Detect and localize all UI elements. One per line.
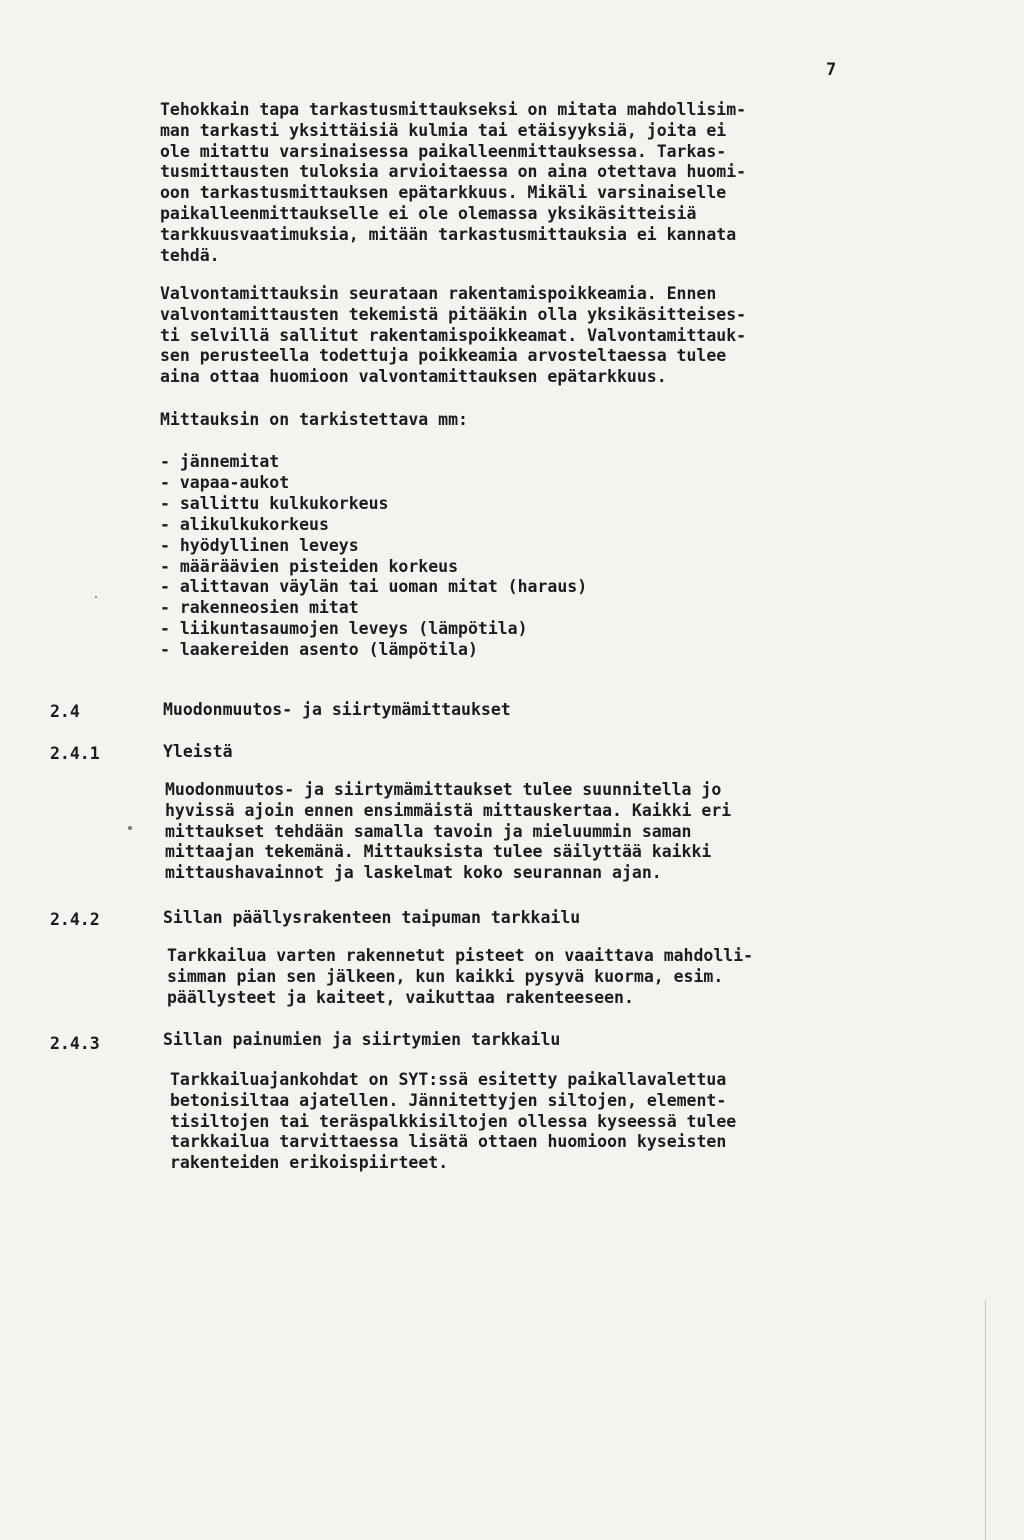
list-item: - alikulkukorkeus — [160, 514, 329, 534]
list-item: - vapaa-aukot — [160, 472, 290, 492]
scan-speck — [128, 826, 132, 830]
section-heading: Sillan painumien ja siirtymien tarkkailu — [163, 1030, 561, 1049]
scan-edge-line — [985, 1300, 986, 1540]
section-body: Tarkkailua varten rakennetut pisteet on vaaittava mahdolli- simman pian sen jälkeen, kun kaikki pysyvä kuorma, esim. päällysteet ja kaiteet, vaikuttaa rakenteeseen. — [167, 946, 754, 1007]
list-item: - laakereiden asento (lämpötila) — [160, 640, 478, 660]
page-number: 7 — [826, 60, 837, 80]
section-body: Tarkkailuajankohdat on SYT:ssä esitetty paikallavalettua betonisiltaa ajatellen. Jännitettyjen siltojen, element- tisiltojen tai teräspalkkisiltojen ollessa kyseessä tulee tarkkailua tarvittaessa lisätä ottaen huomioon kyseisten rakenteiden erikoispiirteet. — [170, 1070, 737, 1173]
list-item: - määräävien pisteiden korkeus — [160, 556, 459, 576]
list-item: - liikuntasaumojen leveys (lämpötila) — [160, 619, 528, 639]
section-number: 2.4.2 — [50, 910, 100, 929]
section-heading: Muodonmuutos- ja siirtymämittaukset — [163, 700, 511, 719]
checklist — [160, 452, 587, 661]
paragraph-supervision-measurement: Valvontamittauksin seurataan rakentamispoikkeamia. Ennen valvontamittausten tekemistä pitääkin olla yksikäsitteises- ti selvillä sallitut rakentamispoikkeamat. Valvontamittauk- sen perusteella todettuja poikkeamia arvosteltaessa tulee aina ottaa huomioon valvontamittauksen epätarkkuus. — [160, 284, 747, 387]
list-item: - rakenneosien mitat — [160, 598, 359, 618]
section-number: 2.4.1 — [50, 744, 100, 763]
list-intro: Mittauksin on tarkistettava mm: — [160, 410, 468, 429]
list-item: - jännemitat — [160, 452, 280, 471]
scan-speck — [95, 596, 97, 598]
section-heading: Sillan päällysrakenteen taipuman tarkkailu — [163, 908, 581, 927]
section-number: 2.4 — [50, 702, 80, 721]
section-body: Muodonmuutos- ja siirtymämittaukset tulee suunnitella jo hyvissä ajoin ennen ensimmäistä mittauskertaa. Kaikki eri mittaukset tehdään samalla tavoin ja mieluummin saman mittaajan tekemänä. Mittauksista tulee säilyttää kaikki mittaushavainnot ja laskelmat koko seurannan ajan. — [165, 780, 732, 883]
list-item: - hyödyllinen leveys — [160, 535, 359, 555]
section-heading: Yleistä — [163, 742, 233, 761]
list-item: - alittavan väylän tai uoman mitat (haraus) — [160, 577, 588, 597]
section-number: 2.4.3 — [50, 1034, 100, 1053]
list-item: - sallittu kulkukorkeus — [160, 493, 389, 513]
paragraph-inspection-measurement: Tehokkain tapa tarkastusmittaukseksi on mitata mahdollisim- man tarkasti yksittäisiä kulmia tai etäisyyksiä, joita ei ole mitattu varsinaisessa paikalleenmittauksessa. Tarkas- tusmittausten tuloksia arvioitaessa on aina otettava huomi- oon tarkastusmittauksen epätarkkuus. Mikäli varsinaiselle paikalleenmittaukselle ei ole olemassa yksikäsitteisiä tarkkuusvaatimuksia, mitään tarkastusmittauksia ei kannata tehdä. — [160, 100, 747, 265]
